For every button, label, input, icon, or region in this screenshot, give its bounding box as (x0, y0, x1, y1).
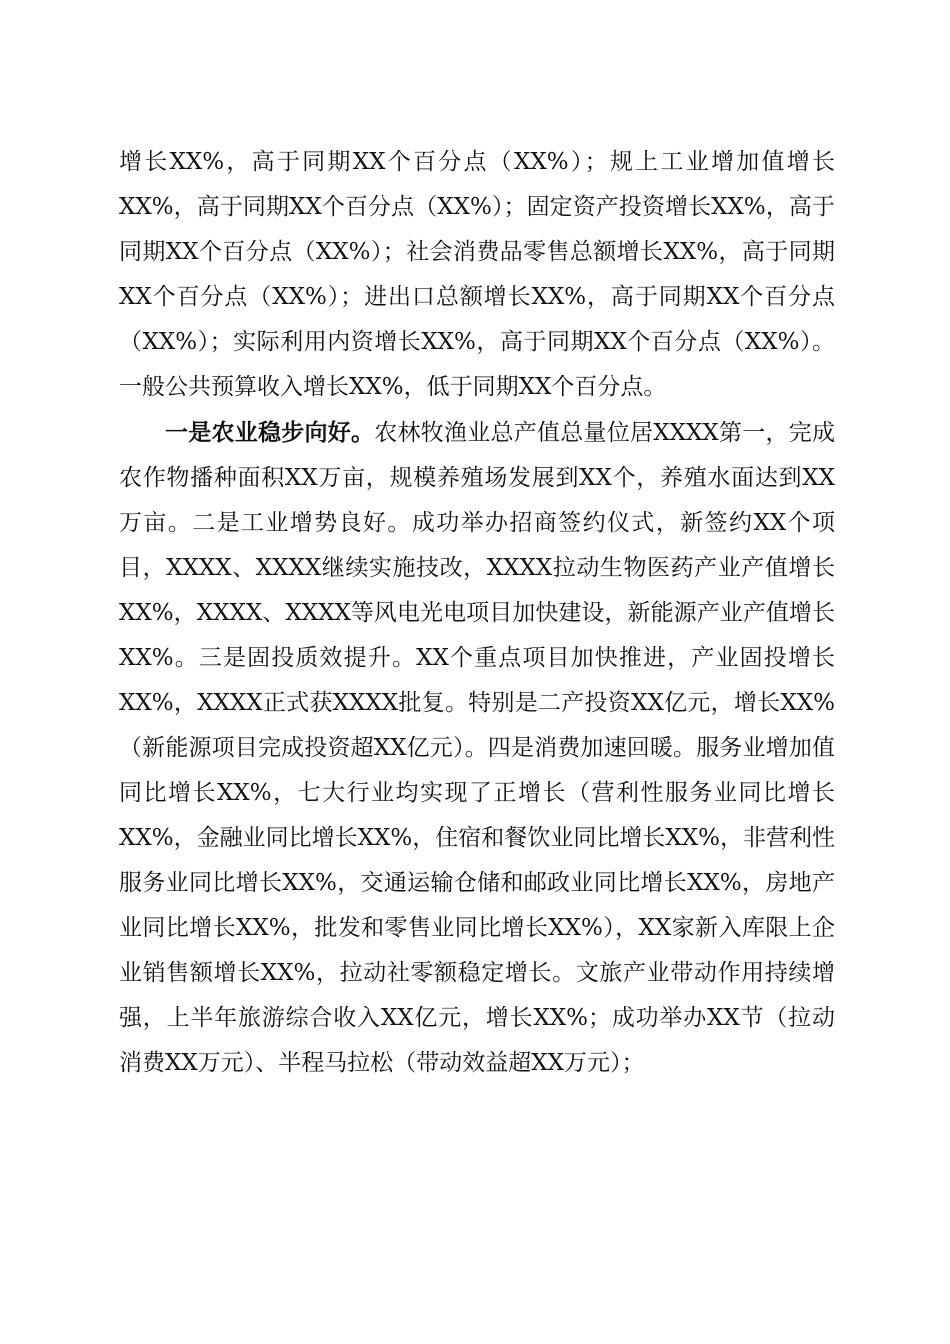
paragraph-body-text: 农林牧渔业总产值总量位居XXXX第一，完成农作物播种面积XX万亩，规模养殖场发展到XX个，养殖水面达到XX万亩。二是工业增势良好。成功举办招商签约仪式，新签约XX个项目，XXXX、XXXX继续实施技改，XXXX拉动生物医药产业产值增长XX%，XXXX、XXXX等风电光电项目加快建设，新能源产业产值增长XX%。三是固投质效提升。XX个重点项目加快推进，产业固投增长XX%，XXXX正式获XXXX批复。特别是二产投资XX亿元，增长XX%（新能源项目完成投资超XX亿元）。四是消费加速回暖。服务业增加值同比增长XX%，七大行业均实现了正增长（营利性服务业同比增长XX%，金融业同比增长XX%，住宿和餐饮业同比增长XX%，非营利性服务业同比增长XX%，交通运输仓储和邮政业同比增长XX%，房地产业同比增长XX%，批发和零售业同比增长XX%），XX家新入库限上企业销售额增长XX%，拉动社零额稳定增长。文旅产业带动作用持续增强，上半年旅游综合收入XX亿元，增长XX%；成功举办XX节（拉动消费XX万元）、半程马拉松（带动效益超XX万元）； (119, 420, 835, 1076)
paragraph-lead-heading: 一是农业稳步向好。 (165, 419, 375, 446)
document-body (119, 140, 835, 1086)
paragraph-sector-performance (119, 410, 835, 1086)
paragraph-economic-indicators: 增长XX%，高于同期XX个百分点（XX%）；规上工业增加值增长XX%，高于同期XX个百分点（XX%）；固定资产投资增长XX%，高于同期XX个百分点（XX%）；社会消费品零售总额增长XX%，高于同期XX个百分点（XX%）；进出口总额增长XX%，高于同期XX个百分点（XX%）；实际利用内资增长XX%，高于同期XX个百分点（XX%）。一般公共预算收入增长XX%，低于同期XX个百分点。 (119, 149, 835, 400)
